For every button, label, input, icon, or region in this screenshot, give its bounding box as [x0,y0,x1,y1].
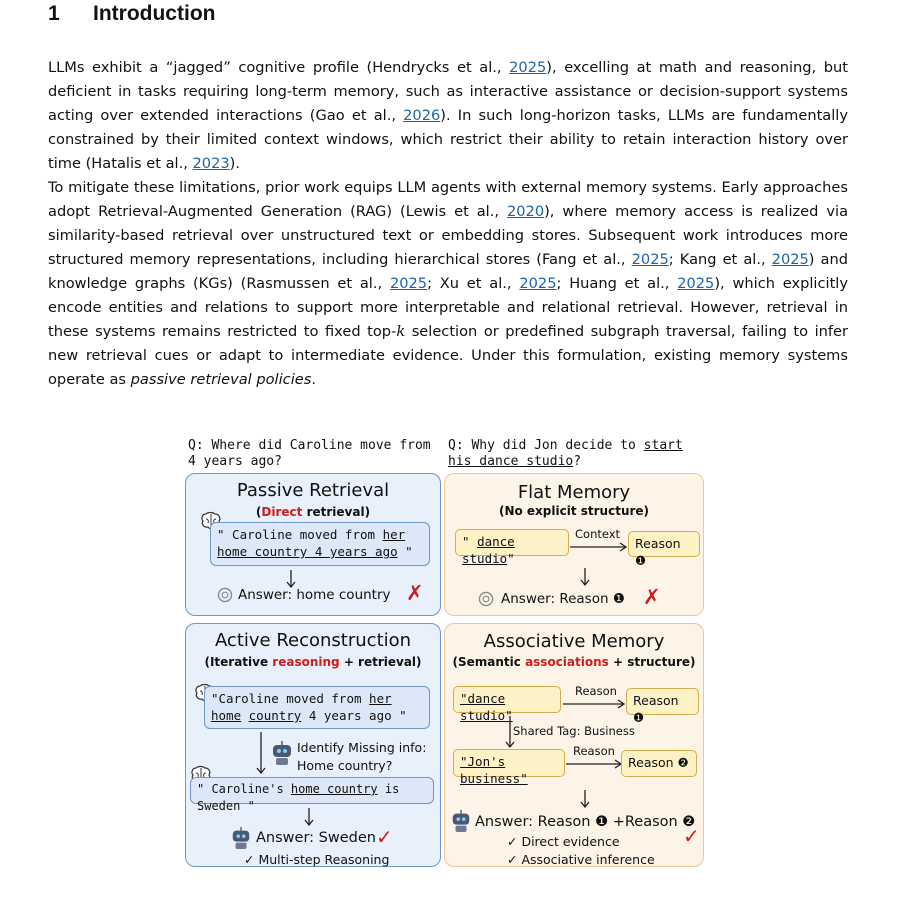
highlight-text: reasoning [272,655,340,669]
citation-link[interactable]: 2020 [506,203,545,220]
text-run: To mitigate these limitations, prior work equips LLM agents with external memory systems. Early approaches adopt Retrieval-Augmented Generation (RAG) (Lewis et al., [48,179,848,220]
identify-text: Home country? [297,758,393,773]
underlined-text: her home [211,691,392,723]
text-run: + structure) [608,655,696,669]
section-heading [48,2,215,26]
memory-node-box: "dance studio" [453,686,561,713]
text-run: 4 years ago " [301,708,407,723]
text-run: ; Huang et al., [556,275,678,292]
panel-title: Associative Memory [483,631,665,652]
panel-subtitle [186,655,440,669]
robot-icon [450,809,472,833]
text-run: "Caroline moved from [211,691,370,706]
text-run: ; Kang et al., [668,251,772,268]
text-run: retrieval) [302,505,371,519]
check-item: ✓ Associative inference [507,852,655,867]
down-arrow-icon [256,732,266,776]
answer-text: Answer: Sweden [256,830,376,846]
text-run: (Semantic [452,655,526,669]
highlight-text: Direct [261,505,303,519]
text-run: ), excelling at math and reasoning, but deficient in tasks requiring long-term memory, such as interactive assistance or decision-support systems acting over extended interactions (Gao et al., [48,59,848,124]
openai-logo-icon [477,590,495,608]
text-run: is Sweden " [197,782,400,813]
answer-text: Answer: Reason ❶ +Reason ❷ [475,814,696,830]
edge-label: Reason [575,684,617,698]
reason-box: Reason ❶ [626,688,699,715]
underlined-text: home country [290,782,378,796]
answer-text: Answer: Reason ❶ [501,591,625,607]
panel-subtitle: (No explicit structure) [498,504,650,518]
text-run: " [397,544,413,559]
text-run: Q: Why did Jon decide to [448,438,644,453]
memory-snippet-box [210,522,430,566]
underlined-text: her home country 4 years ago [217,527,406,559]
right-arrow-icon [570,542,628,552]
panel-title: Passive Retrieval [236,480,390,501]
figure-memory-comparison [182,433,708,873]
text-run: ( [255,505,262,519]
down-arrow-icon [304,808,314,828]
text-run: (Iterative [204,655,273,669]
citation-link[interactable]: 2025 [631,251,669,268]
text-run: ), where memory access is realized via similarity-based retrieval over unstructured text or embedding stores. Subsequent work introduces more structured memory representations, including hierarchical stores (Fang et al., [48,203,849,268]
section-title: Introduction [93,2,216,25]
text-run: ). In such long-horizon tasks, LLMs are fundamentally constrained by their limited context windows, which restrict their ability to retain interaction history over time (Hatalis et al., [48,107,848,172]
section-number: 1 [48,2,60,25]
memory-snippet-box [455,529,569,566]
shared-tag-label: Shared Tag: Business [513,724,635,738]
wrong-mark-icon: ✗ [643,585,661,609]
citation-link[interactable]: 2025 [771,251,809,268]
text-run: LLMs exhibit a “jagged” cognitive profile (Hendrycks et al., [48,59,510,76]
text-run: " [462,534,478,549]
check-item: ✓ Direct evidence [507,834,620,849]
panel-title: Active Reconstruction [214,630,412,651]
check-item: ✓ Multi-step Reasoning [244,852,390,867]
citation-link[interactable]: 2026 [403,107,441,124]
text-run: selection or predefined subgraph traversal, failing to infer new retrieval cues or adapt to intermediate evidence. Under this formulation, existing memory systems operate as [48,323,848,388]
paragraph-2 [48,176,848,392]
text-run: ), which explicitly encode entities and relations to support more interpretable and relational retrieval. However, retrieval in these systems remains restricted to fixed top- [48,275,848,340]
text-run: ? [573,454,582,469]
reason-box: Reason ❶ [628,531,700,557]
text-run: ). [229,155,240,172]
math-k: k [396,323,406,340]
panel-associative-memory [444,623,704,867]
text-run: " [507,551,515,566]
highlight-text: associations [525,655,609,669]
correct-mark-icon: ✓ [683,824,700,848]
wrong-mark-icon: ✗ [406,581,424,605]
reason-box: Reason ❷ [621,750,697,777]
text-run: . [311,371,316,388]
citation-link[interactable]: 2025 [389,275,428,292]
citation-link[interactable]: 2023 [192,155,230,172]
edge-label: Reason [573,744,615,758]
right-arrow-icon [566,759,622,769]
answer-text: Answer: home country [238,587,391,603]
paragraph-1 [48,56,848,176]
citation-link[interactable]: 2025 [677,275,715,292]
panel-subtitle [186,505,440,519]
question-left: Q: Where did Caroline move from 4 years ago? [188,438,431,469]
emphasis-text: passive retrieval policies [130,371,312,388]
identify-text: Identify Missing info: [297,740,427,755]
robot-icon [230,826,252,850]
panel-flat-memory [444,473,704,616]
text-run: + retrieval) [339,655,422,669]
edge-label: Context [575,527,621,541]
text-run: " Caroline moved from [217,527,383,542]
question-right [448,438,708,470]
text-run: " Caroline's [197,782,291,796]
text-run: ) and knowledge graphs (KGs) (Rasmussen et al., [48,251,848,292]
panel-passive-retrieval [185,473,441,616]
correct-mark-icon: ✓ [376,825,393,849]
memory-snippet-box [190,777,434,813]
citation-link[interactable]: 2025 [519,275,557,292]
underlined-text: start his dance studio [448,438,683,469]
underlined-text: dance studio [462,534,515,566]
panel-active-reconstruction [185,623,441,867]
openai-logo-icon [216,586,234,604]
robot-icon [270,740,294,766]
right-arrow-icon [563,699,625,709]
memory-node-box: "Jon's business" [453,749,565,777]
underlined-text: country [248,708,302,723]
down-arrow-icon [580,568,590,588]
citation-link[interactable]: 2025 [509,59,547,76]
text-run: ; Xu et al., [427,275,520,292]
panel-title: Flat Memory [517,482,631,503]
panel-subtitle [445,655,703,669]
down-arrow-icon [580,790,590,810]
memory-snippet-box [204,686,430,729]
